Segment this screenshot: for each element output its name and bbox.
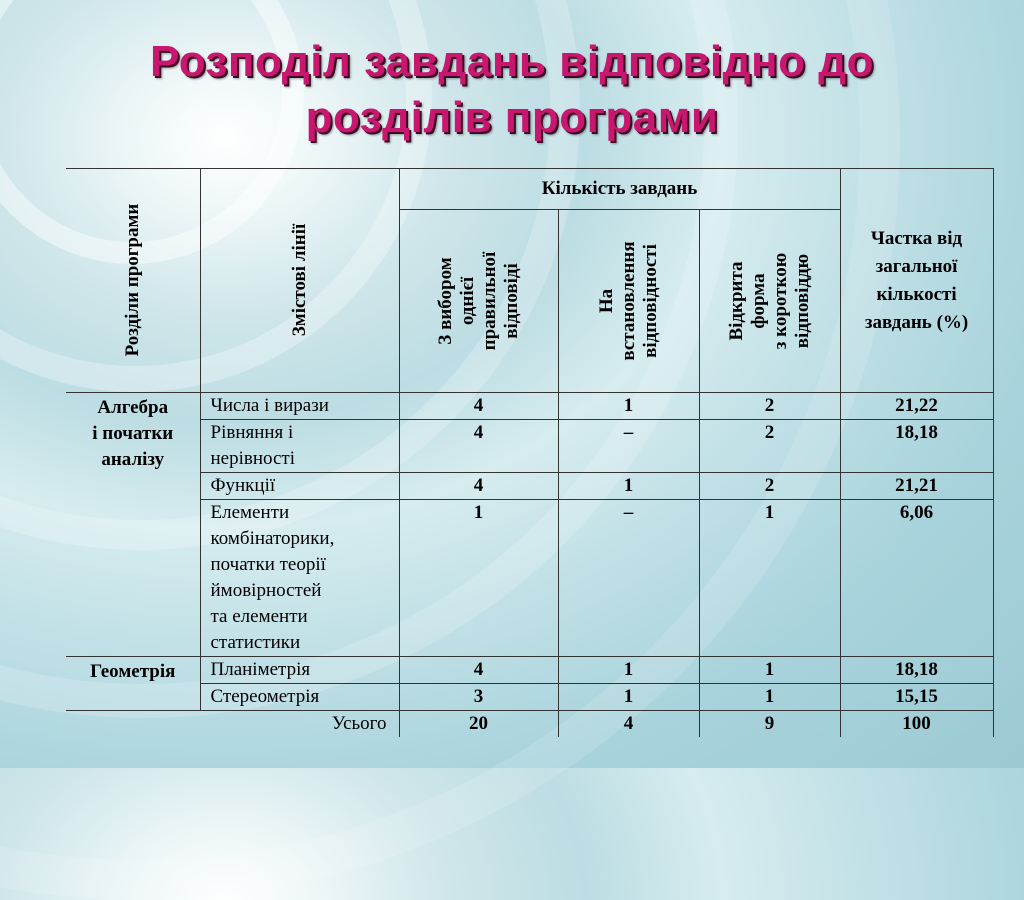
- content-line-text: нерівності: [210, 448, 296, 469]
- header-open-short-line: форма: [747, 273, 769, 329]
- cell-matching: –: [558, 500, 699, 657]
- content-line: [200, 420, 399, 473]
- slide-title-line-2: розділів програми: [305, 93, 719, 142]
- header-open-short-line: Відкрита: [725, 261, 747, 341]
- cell-single: 4: [399, 393, 558, 420]
- cell-open: 2: [699, 473, 840, 500]
- cell-open: 1: [699, 500, 840, 657]
- content-line-text: Елементи: [210, 502, 290, 523]
- content-line-text: та елементи: [210, 606, 308, 627]
- cell-single: 4: [399, 657, 558, 684]
- header-sections-label: Розділи програми: [121, 203, 143, 357]
- header-open-short: [699, 210, 840, 393]
- content-line-text: Числа і вирази: [210, 395, 329, 416]
- section-algebra: [66, 393, 200, 657]
- cell-matching: 1: [558, 393, 699, 420]
- total-label: Усього: [66, 711, 399, 738]
- header-matching-line: встановлення: [617, 241, 639, 361]
- cell-open: 1: [699, 684, 840, 711]
- cell-single: 4: [399, 473, 558, 500]
- header-single-choice-line: З вибором: [434, 257, 456, 345]
- slide-title-line-1: Розподіл завдань відповідно до: [149, 37, 875, 86]
- cell-matching: 1: [558, 657, 699, 684]
- cell-matching: 1: [558, 684, 699, 711]
- cell-share: 18,18: [840, 657, 993, 684]
- header-open-short-line: з короткою: [769, 252, 791, 350]
- total-single: 20: [399, 711, 558, 738]
- cell-matching: –: [558, 420, 699, 473]
- header-matching-line: На: [595, 288, 617, 314]
- content-line: [200, 393, 399, 420]
- content-line: [200, 473, 399, 500]
- header-sections: [66, 169, 200, 393]
- total-share: 100: [840, 711, 993, 738]
- table-row-total: [66, 711, 993, 738]
- cell-open: 1: [699, 657, 840, 684]
- cell-single: 3: [399, 684, 558, 711]
- cell-open: 2: [699, 393, 840, 420]
- table-row: [66, 684, 993, 711]
- table-row: [66, 473, 993, 500]
- tasks-distribution-table: [66, 168, 994, 737]
- cell-single: 1: [399, 500, 558, 657]
- cell-share: 21,21: [840, 473, 993, 500]
- content-line: [200, 684, 399, 711]
- header-lines: [200, 169, 399, 393]
- header-open-short-line: відповіддю: [791, 253, 813, 349]
- content-line-text: статистики: [210, 632, 301, 653]
- content-line-text: комбінаторики,: [210, 528, 335, 549]
- header-share-line: кількості: [876, 283, 957, 305]
- cell-share: 21,22: [840, 393, 993, 420]
- header-count: [399, 169, 840, 210]
- total-matching: 4: [558, 711, 699, 738]
- cell-single: 4: [399, 420, 558, 473]
- header-share-line: Частка від: [870, 227, 963, 249]
- header-share: [840, 169, 993, 393]
- content-line: [200, 657, 399, 684]
- section-algebra-line: аналізу: [101, 449, 165, 470]
- header-single-choice-line: правильної: [478, 251, 500, 351]
- section-algebra-line: і початки: [92, 423, 174, 444]
- content-line-text: Планіметрія: [210, 659, 311, 680]
- cell-open: 2: [699, 420, 840, 473]
- header-matching-line: відповідності: [639, 244, 661, 358]
- section-geometry: [66, 657, 200, 711]
- total-open: 9: [699, 711, 840, 738]
- section-algebra-line: Алгебра: [97, 397, 169, 418]
- header-share-line: завдань (%): [864, 311, 969, 333]
- cell-matching: 1: [558, 473, 699, 500]
- slide-title: [0, 34, 1024, 146]
- header-lines-label: Змістові лінії: [288, 223, 310, 337]
- table-row: [66, 420, 993, 473]
- cell-share: 6,06: [840, 500, 993, 657]
- content-line: [200, 500, 399, 657]
- content-line-text: ймовірностей: [210, 580, 322, 601]
- content-line-text: Рівняння і: [210, 422, 294, 443]
- header-count-label: Кількість завдань: [541, 178, 698, 199]
- header-single-choice-line: відповіді: [500, 263, 522, 339]
- header-share-line: загальної: [875, 255, 958, 277]
- table-row: [66, 393, 993, 420]
- header-matching: [558, 210, 699, 393]
- content-line-text: Функції: [210, 475, 276, 496]
- cell-share: 18,18: [840, 420, 993, 473]
- section-geometry-line: Геометрія: [90, 661, 176, 682]
- cell-share: 15,15: [840, 684, 993, 711]
- header-single-choice-line: однієї: [456, 276, 478, 326]
- content-line-text: початки теорії: [210, 554, 326, 575]
- content-line-text: Стереометрія: [210, 686, 320, 707]
- table-row: [66, 657, 993, 684]
- header-single-choice: [399, 210, 558, 393]
- table-row: [66, 500, 993, 657]
